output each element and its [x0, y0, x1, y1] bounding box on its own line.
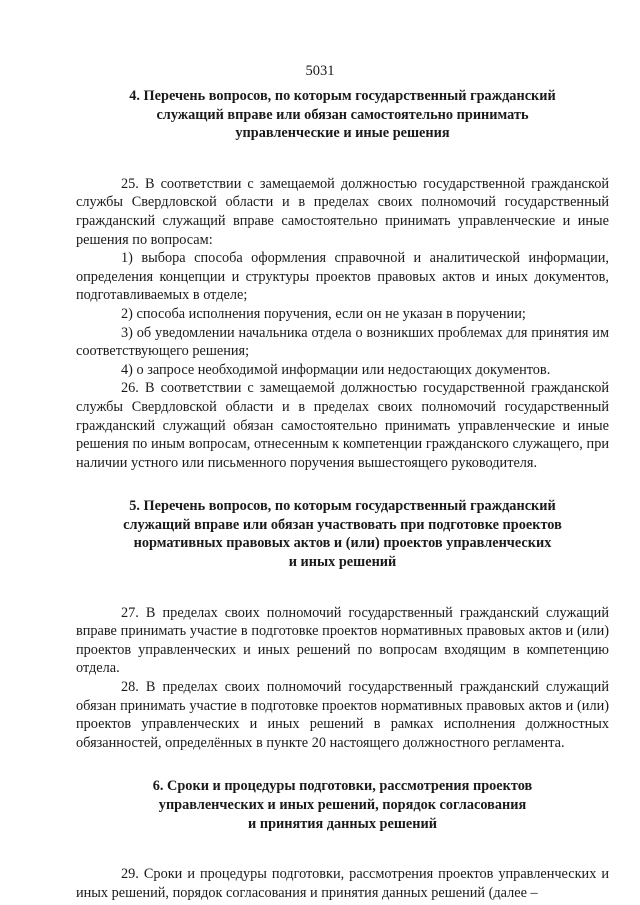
paragraph-26: 26. В соответствии с замещаемой должностью государственной гражданской службы Свердловской области и в пределах своих полномочий государственный гражданский служащий обязан самостоятельно принимать управленческие и иные решения по иным вопросам, отнесенным к компетенции гражданского служащего, при наличии устного или письменного поручения вышестоящего руководителя. [76, 380, 609, 471]
section-6-heading [76, 777, 609, 833]
list-item-1: 1) выбора способа оформления справочной и аналитической информации, определения концепции и структуры проектов правовых актов и иных документов, подготавливаемых в отделе; [76, 250, 609, 304]
list-item-2: 2) способа исполнения поручения, если он не указан в поручении; [121, 305, 526, 322]
list-item-3: 3) об уведомлении начальника отдела о возникших проблемах для принятия им соответствующего решения; [76, 324, 609, 360]
heading-line: нормативных правовых актов и (или) проектов управленческих [133, 535, 552, 552]
heading-line: служащий вправе или обязан участвовать при подготовке проектов [123, 516, 562, 533]
heading-line: 5. Перечень вопросов, по которым государственный гражданский [129, 498, 556, 515]
paragraph-27: 27. В пределах своих полномочий государственный гражданский служащий вправе принимать участие в подготовке проектов нормативных правовых актов и (или) проектов управленческих и иных решений по вопросам входящим в компетенцию отдела. [76, 604, 609, 677]
heading-line: управленческих и иных решений, порядок согласования [158, 797, 527, 813]
page-number: 5031 [305, 63, 335, 79]
heading-line: и принятия данных решений [248, 815, 437, 832]
heading-line: служащий вправе или обязан самостоятельно принимать [156, 106, 529, 123]
list-item-4: 4) о запросе необходимой информации или недостающих документов. [121, 361, 551, 378]
heading-line: 4. Перечень вопросов, по которым государственный гражданский [129, 88, 556, 104]
heading-line: управленческие и иные решения [235, 125, 450, 142]
paragraph-29: 29. Сроки и процедуры подготовки, рассмотрения проектов управленческих и иных решений, порядок согласования и принятия данных решений (далее – [76, 866, 609, 901]
heading-line: и иных решений [288, 554, 397, 571]
paragraph-25: 25. В соответствии с замещаемой должностью государственной гражданской службы Свердловской области и в пределах своих полномочий государственный гражданский служащий вправе самостоятельно принимать управленческие и иные решения по вопросам: [76, 175, 609, 248]
section-5-heading [76, 497, 609, 571]
document-body [76, 87, 609, 902]
section-4-heading [76, 87, 609, 143]
heading-line: 6. Сроки и процедуры подготовки, рассмотрения проектов [152, 778, 533, 795]
paragraph-28: 28. В пределах своих полномочий государственный гражданский служащий обязан принимать участие в подготовке проектов нормативных правовых актов и (или) проектов управленческих и иных решений в рамках исполнения должностных обязанностей, определённых в пункте 20 настоящего должностного регламента. [76, 679, 609, 751]
